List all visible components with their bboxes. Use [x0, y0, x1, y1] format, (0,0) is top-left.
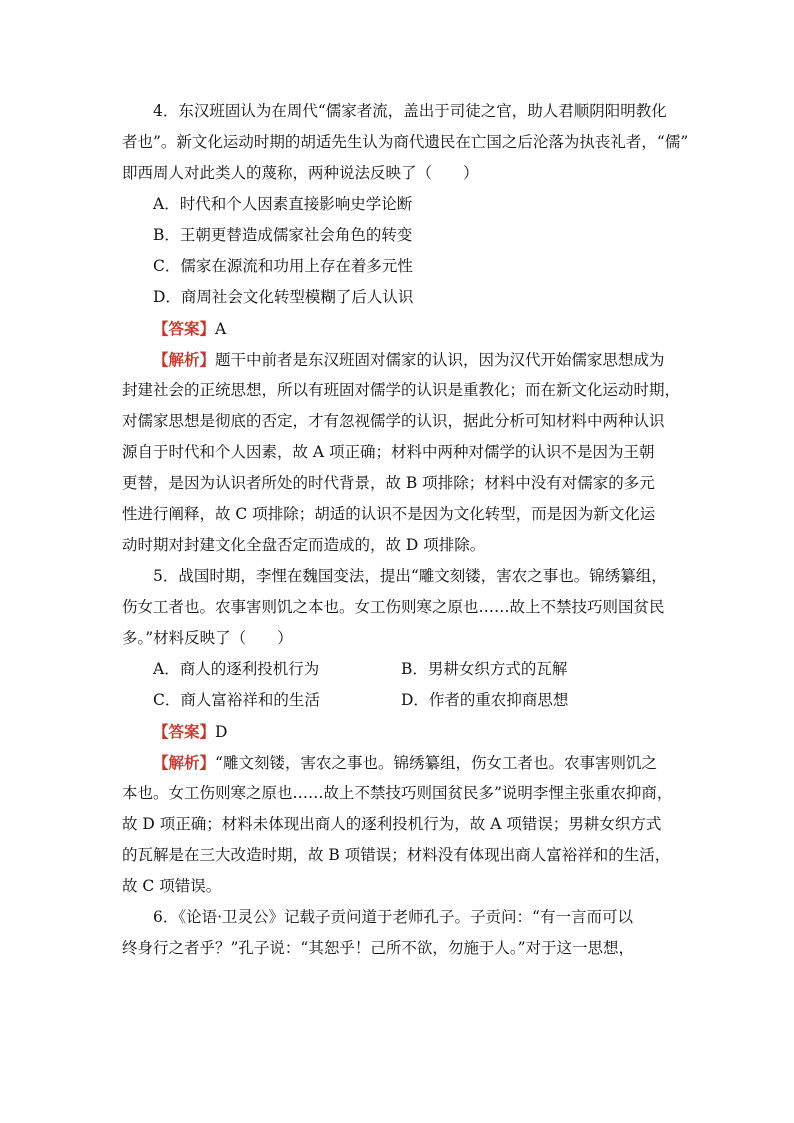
q4-option-a: A．时代和个人因素直接影响史学论断 — [153, 195, 413, 213]
q5-analysis-tag: 【解析】 — [153, 753, 216, 772]
page-content — [122, 96, 689, 964]
q4-analysis-line-2: 封建社会的正统思想，所以有班固对儒学的认识是重教化；而在新文化运动时期， — [122, 381, 681, 399]
q4-analysis-line-1 — [122, 344, 682, 375]
q4-stem-line-2: 者也”。新文化运动时期的胡适先生认为商代遗民在亡国之后沦落为执丧礼者，“儒” — [122, 133, 689, 151]
q5-option-d: D．作者的重农抑商思想 — [401, 691, 569, 709]
q5-analysis-text-1: “雕文刻镂，害农之事也。锦绣纂组，伤女工者也。农事害则饥之 — [215, 754, 657, 772]
q5-analysis-line-3: 故 D 项正确；材料未体现出商人的逐利投机行为，故 A 项错误；男耕女织方式 — [122, 815, 662, 833]
q4-analysis-line-6: 性进行阐释，故 C 项排除；胡适的认识不是因为文化转型，而是因为新文化运 — [122, 505, 656, 523]
q5-analysis-line-5: 故 C 项错误。 — [122, 877, 222, 895]
q4-answer-tag: 【答案】 — [153, 319, 216, 338]
q5-stem-line-1: 5．战国时期，李悝在魏国变法，提出“雕文刻镂，害农之事也。锦绣纂组， — [153, 567, 667, 585]
q4-stem-line-1: 4．东汉班固认为在周代“儒家者流，盖出于司徒之官，助人君顺阴阳明教化 — [153, 102, 667, 120]
q4-analysis-text-1: 题干中前者是东汉班固对儒家的认识，因为汉代开始儒家思想成为 — [215, 351, 665, 369]
q5-analysis-line-2: 本也。女工伤则寒之原也……故上不禁技巧则国贫民多”说明李悝主张重农抑商， — [122, 784, 673, 802]
q4-answer — [122, 313, 682, 344]
q5-answer-tag: 【答案】 — [153, 722, 216, 741]
q5-stem-line-2: 伤女工者也。农事害则饥之本也。女工伤则寒之原也……故上不禁技巧则国贫民 — [122, 598, 665, 616]
q5-stem-line-3: 多。”材料反映了（ ） — [122, 629, 293, 647]
q5-analysis-line-1 — [122, 747, 682, 778]
q5-option-a: A．商人的逐利投机行为 — [153, 660, 320, 678]
q4-analysis-line-5: 更替，是因为认识者所处的时代背景，故 B 项排除；材料中没有对儒家的多元 — [122, 474, 655, 492]
q4-analysis-line-7: 动时期对封建文化全盘否定而造成的，故 D 项排除。 — [122, 536, 486, 554]
q6-stem-line-2: 终身行之者乎？”孔子说：“其恕乎！己所不欲，勿施于人。”对于这一思想， — [122, 939, 635, 957]
q5-option-b: B．男耕女织方式的瓦解 — [401, 660, 568, 678]
q4-answer-value: A — [215, 320, 227, 338]
q5-options-row-1 — [122, 654, 682, 685]
q5-answer-value: D — [215, 723, 228, 741]
q4-analysis-line-3: 对儒家思想是彻底的否定，才有忽视儒学的认识，据此分析可知材料中两种认识 — [122, 412, 665, 430]
q6-stem-line-1: 6．《论语·卫灵公》记载子贡问道于老师孔子。子贡问：“有一言而可以 — [153, 908, 633, 926]
q5-answer — [122, 716, 682, 747]
q4-option-d: D．商周社会文化转型模糊了后人认识 — [153, 288, 414, 306]
q4-stem-line-3: 即西周人对此类人的蔑称，两种说法反映了（ ） — [122, 164, 479, 182]
q5-options-row-2 — [122, 685, 682, 716]
q5-option-c: C．商人富裕祥和的生活 — [153, 691, 320, 709]
q4-analysis-line-4: 源自于时代和个人因素，故 A 项正确；材料中两种对儒学的认识不是因为王朝 — [122, 443, 655, 461]
q4-option-c: C．儒家在源流和功用上存在着多元性 — [153, 257, 413, 275]
q4-option-b: B．王朝更替造成儒家社会角色的转变 — [153, 226, 413, 244]
q5-analysis-line-4: 的瓦解是在三大改造时期，故 B 项错误；材料没有体现出商人富裕祥和的生活， — [122, 846, 671, 864]
q4-analysis-tag: 【解析】 — [153, 350, 216, 369]
